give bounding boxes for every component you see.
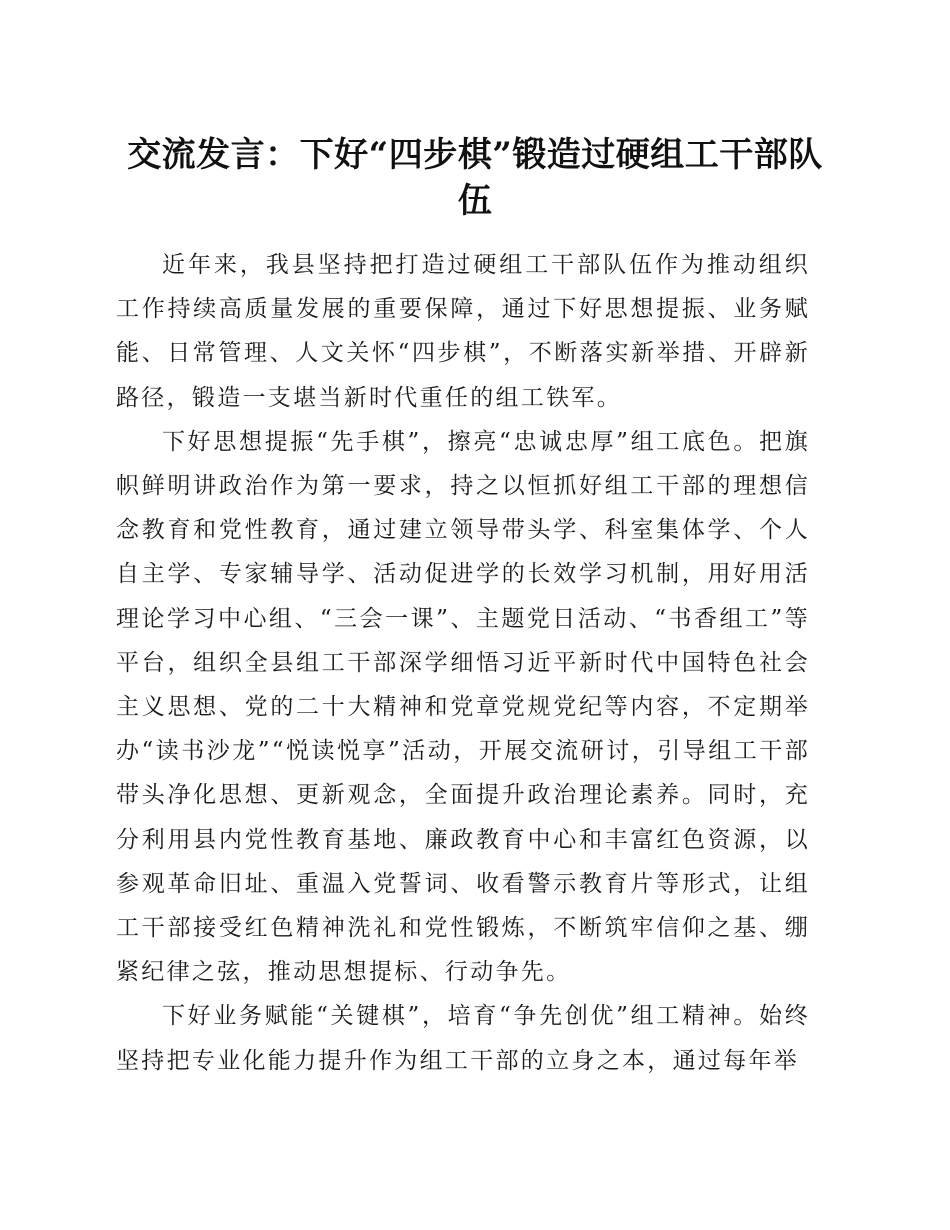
document-title: 交流发言：下好“四步棋”锻造过硬组工干部队伍 [127,135,823,221]
paragraph-business: 下好业务赋能“关键棋”，培育“争先创优”组工精神。始终坚持把专业化能力提升作为组工干部的立身之本，通过每年举 [116,1003,810,1074]
paragraph-ideology: 下好思想提振“先手棋”，擦亮“忠诚忠厚”组工底色。把旗帜鲜明讲政治作为第一要求，持之以恒抓好组工干部的理想信念教育和党性教育，通过建立领导带头学、科室集体学、个人自主学、专家辅导学、活动促进学的长效学习机制，用好用活理论学习中心组、“三会一课”、主题党日活动、“书香组工”等平台，组织全县组工干部深学细悟习近平新时代中国特色社会主义思想、党的二十大精神和党章党规党纪等内容，不定期举办“读书沙龙”“悦读悦享”活动，开展交流研讨，引导组工干部带头净化思想、更新观念，全面提升政治理论素养。同时，充分利用县内党性教育基地、廉政教育中心和丰富红色资源，以参观革命旧址、重温入党誓词、收看警示教育片等形式，让组工干部接受红色精神洗礼和党性锻炼，不断筑牢信仰之基、绷紧纪律之弦，推动思想提标、行动争先。 [116,428,810,986]
document-body [116,243,810,1083]
paragraph-intro: 近年来，我县坚持把打造过硬组工干部队伍作为推动组织工作持续高质量发展的重要保障，通过下好思想提振、业务赋能、日常管理、人文关怀“四步棋”，不断落实新举措、开辟新路径，锻造一支堪当新时代重任的组工铁军。 [116,252,810,411]
